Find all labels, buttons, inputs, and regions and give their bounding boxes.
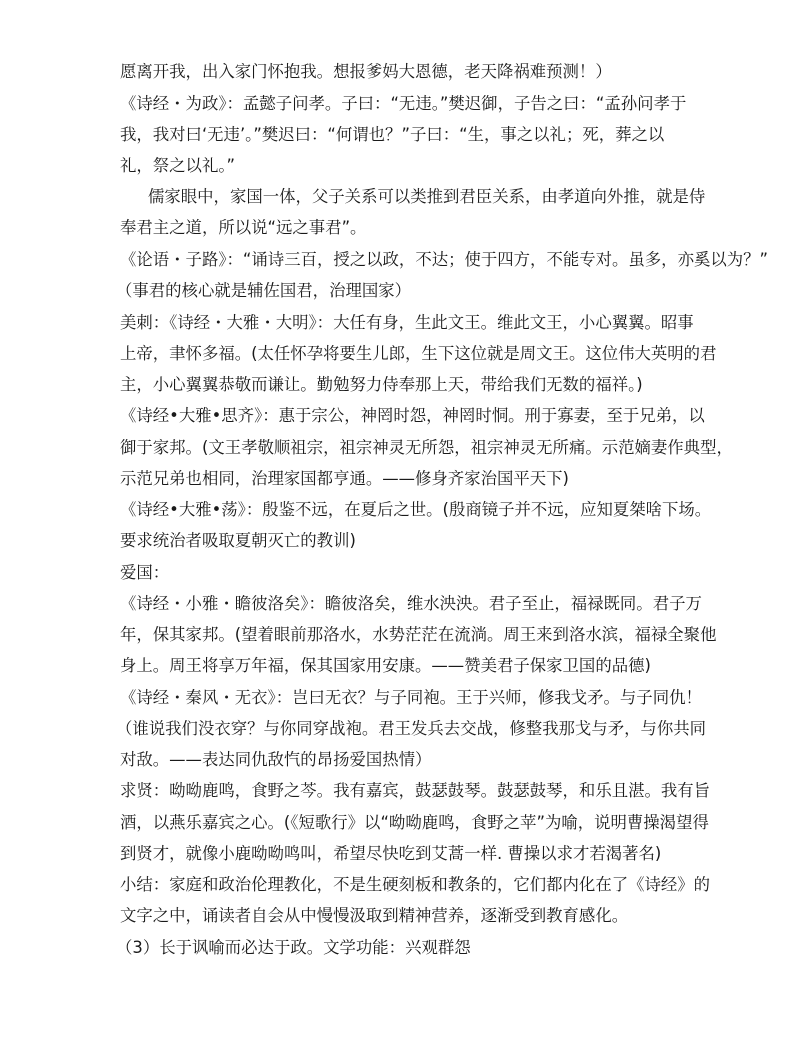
text-line: 《诗经•大雅•荡》：殷鉴不远，在夏后之世。(殷商镜子并不远，应知夏桀啥下场。 (120, 500, 712, 519)
text-line: 美刺：《诗经・大雅・大明》：大任有身，生此文王。维此文王，小心翼翼。昭事 (120, 313, 694, 332)
text-line: 《诗经・小雅・瞻彼洛矣》：瞻彼洛矣，维水泱泱。君子至止，福禄既同。君子万 (120, 594, 702, 613)
text-line: 礼，祭之以礼。” (120, 156, 236, 175)
text-line: 酒，以燕乐嘉宾之心。(《短歌行》以“呦呦鹿鸣，食野之苹”为喻，说明曹操渴望得 (120, 813, 709, 832)
text-line: 爱国： (120, 563, 170, 582)
text-line: 上帝，聿怀多福。(太任怀孕将要生儿郎，生下这位就是周文王。这位伟大英明的君 (120, 344, 717, 363)
text-line: 示范兄弟也相同，治理家国都亨通。——修身齐家治国平天下) (120, 469, 569, 488)
text-line: 愿离开我，出入家门怀抱我。想报爹妈大恩德，老天降祸难预测！） (120, 62, 612, 81)
text-line: 奉君主之道，所以说“远之事君”。 (120, 218, 367, 237)
section-heading: （3）长于讽喻而必达于政。文学功能：兴观群怨 (116, 938, 471, 957)
text-line: 《诗经・秦风・无衣》：岂曰无衣？与子同袍。王于兴师，修我戈矛。与子同仇！ (120, 688, 702, 707)
text-line: 《诗经・为政》：孟懿子问孝。子曰：“无违。”樊迟御，子告之曰：“孟孙问孝于 (120, 94, 687, 113)
text-line: 身上。周王将享万年福，保其国家用安康。——赞美君子保家卫国的品德) (120, 656, 651, 675)
text-line: 年，保其家邦。(望着眼前那洛水，水势茫茫在流淌。周王来到洛水滨，福禄全聚他 (120, 625, 717, 644)
text-line: 要求统治者吸取夏朝灭亡的教训) (120, 531, 356, 550)
text-line: 对敌。——表达同仇敌忾的昂扬爱国热情） (120, 750, 432, 769)
text-line: 文字之中，诵读者自会从中慢慢汲取到精神营养，逐渐受到教育感化。 (120, 906, 629, 925)
text-line: 我，我对曰‘无违’。”樊迟曰：“何谓也？”子曰：“生，事之以礼；死，葬之以 (120, 125, 665, 144)
text-line: 《论语・子路》：“诵诗三百，授之以政，不达；使于四方，不能专对。虽多，亦奚以为？” (120, 250, 769, 269)
text-line: 求贤：呦呦鹿鸣，食野之芩。我有嘉宾，鼓瑟鼓琴。鼓瑟鼓琴，和乐且湛。我有旨 (120, 781, 711, 800)
text-line: 御于家邦。(文王孝敬顺祖宗，祖宗神灵无所怨，祖宗神灵无所痛。示范嫡妻作典型， (120, 438, 733, 457)
text-line: 儒家眼中，家国一体，父子关系可以类推到君臣关系，由孝道向外推，就是侍 (148, 187, 706, 206)
text-line: （谁说我们没衣穿？与你同穿战袍。君王发兵去交战，修整我那戈与矛，与你共同 (116, 719, 707, 738)
text-line: （事君的核心就是辅佐国君，治理国家） (116, 281, 412, 300)
text-line: 小结：家庭和政治伦理教化，不是生硬刻板和教条的，它们都内化在了《诗经》的 (120, 875, 711, 894)
text-line: 到贤才，就像小鹿呦呦鸣叫，希望尽快吃到艾蒿一样. 曹操以求才若渴著名) (120, 844, 662, 863)
text-line: 《诗经•大雅•思齐》：惠于宗公，神罔时怨，神罔时恫。刑于寡妻，至于兄弟，以 (120, 406, 705, 425)
text-line: 主，小心翼翼恭敬而谦让。勤勉努力侍奉那上天，带给我们无数的福祥。) (120, 375, 643, 394)
